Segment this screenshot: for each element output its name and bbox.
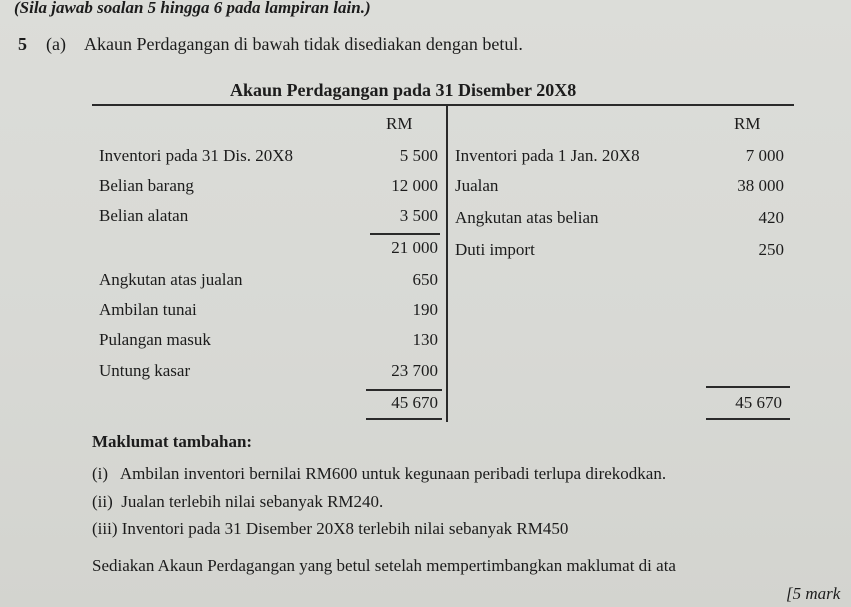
left-row-amount: 21 000 [391,238,438,257]
question-number: 5 [18,34,27,54]
additional-info-item: (i) Ambilan inventori bernilai RM600 untuk kegunaan peribadi terlupa direkodkan. [92,464,667,483]
additional-info-item: (ii) Jualan terlebih nilai sebanyak RM240. [92,492,384,511]
right-row-amount: 38 000 [737,176,784,195]
left-subtotal-rule [370,233,440,235]
left-row-label: Belian alatan [99,206,189,225]
left-total-bottom-rule [366,418,442,420]
right-row-amount: 420 [758,208,784,227]
right-total-top-rule [706,386,790,388]
left-row-label: Inventori pada 31 Dis. 20X8 [99,146,294,165]
right-currency-header: RM [734,114,761,133]
left-row-amount: 12 000 [391,176,438,195]
right-row-amount: 250 [758,240,784,259]
right-row-label: Duti import [455,240,535,259]
left-row-amount: 5 500 [399,146,438,165]
right-row-label: Angkutan atas belian [455,208,599,227]
left-row-label: Pulangan masuk [99,330,211,349]
left-row-label: Untung kasar [99,361,191,380]
left-row-amount: 650 [412,270,438,289]
right-row-label: Inventori pada 1 Jan. 20X8 [455,146,640,165]
question-text: Akaun Perdagangan di bawah tidak disediakan dengan betul. [84,34,523,54]
account-top-rule [92,104,794,106]
instruction-text: Sediakan Akaun Perdagangan yang betul setelah mempertimbangkan maklumat di ata [92,556,676,575]
left-row-amount: 3 500 [399,206,438,225]
account-center-divider [446,106,448,422]
account-title: Akaun Perdagangan pada 31 Disember 20X8 [230,80,577,100]
left-row-amount: 190 [412,300,438,319]
right-total-bottom-rule [706,418,790,420]
question-part: (a) [46,34,66,54]
marks-label: [5 mark [786,584,841,603]
left-row-amount: 130 [412,330,438,349]
additional-info-item: (iii) Inventori pada 31 Disember 20X8 terlebih nilai sebanyak RM450 [92,519,569,538]
right-total-amount: 45 670 [735,393,782,412]
left-row-label: Belian barang [99,176,194,195]
right-row-label: Jualan [455,176,499,195]
left-row-label: Angkutan atas jualan [99,270,243,289]
header-note: (Sila jawab soalan 5 hingga 6 pada lampiran lain.) [14,0,371,17]
left-row-amount: 23 700 [391,361,438,380]
right-row-amount: 7 000 [745,146,784,165]
left-total-amount: 45 670 [391,393,438,412]
left-currency-header: RM [386,114,413,133]
left-total-top-rule [366,389,442,391]
left-row-label: Ambilan tunai [99,300,197,319]
additional-info-title: Maklumat tambahan: [92,432,253,451]
